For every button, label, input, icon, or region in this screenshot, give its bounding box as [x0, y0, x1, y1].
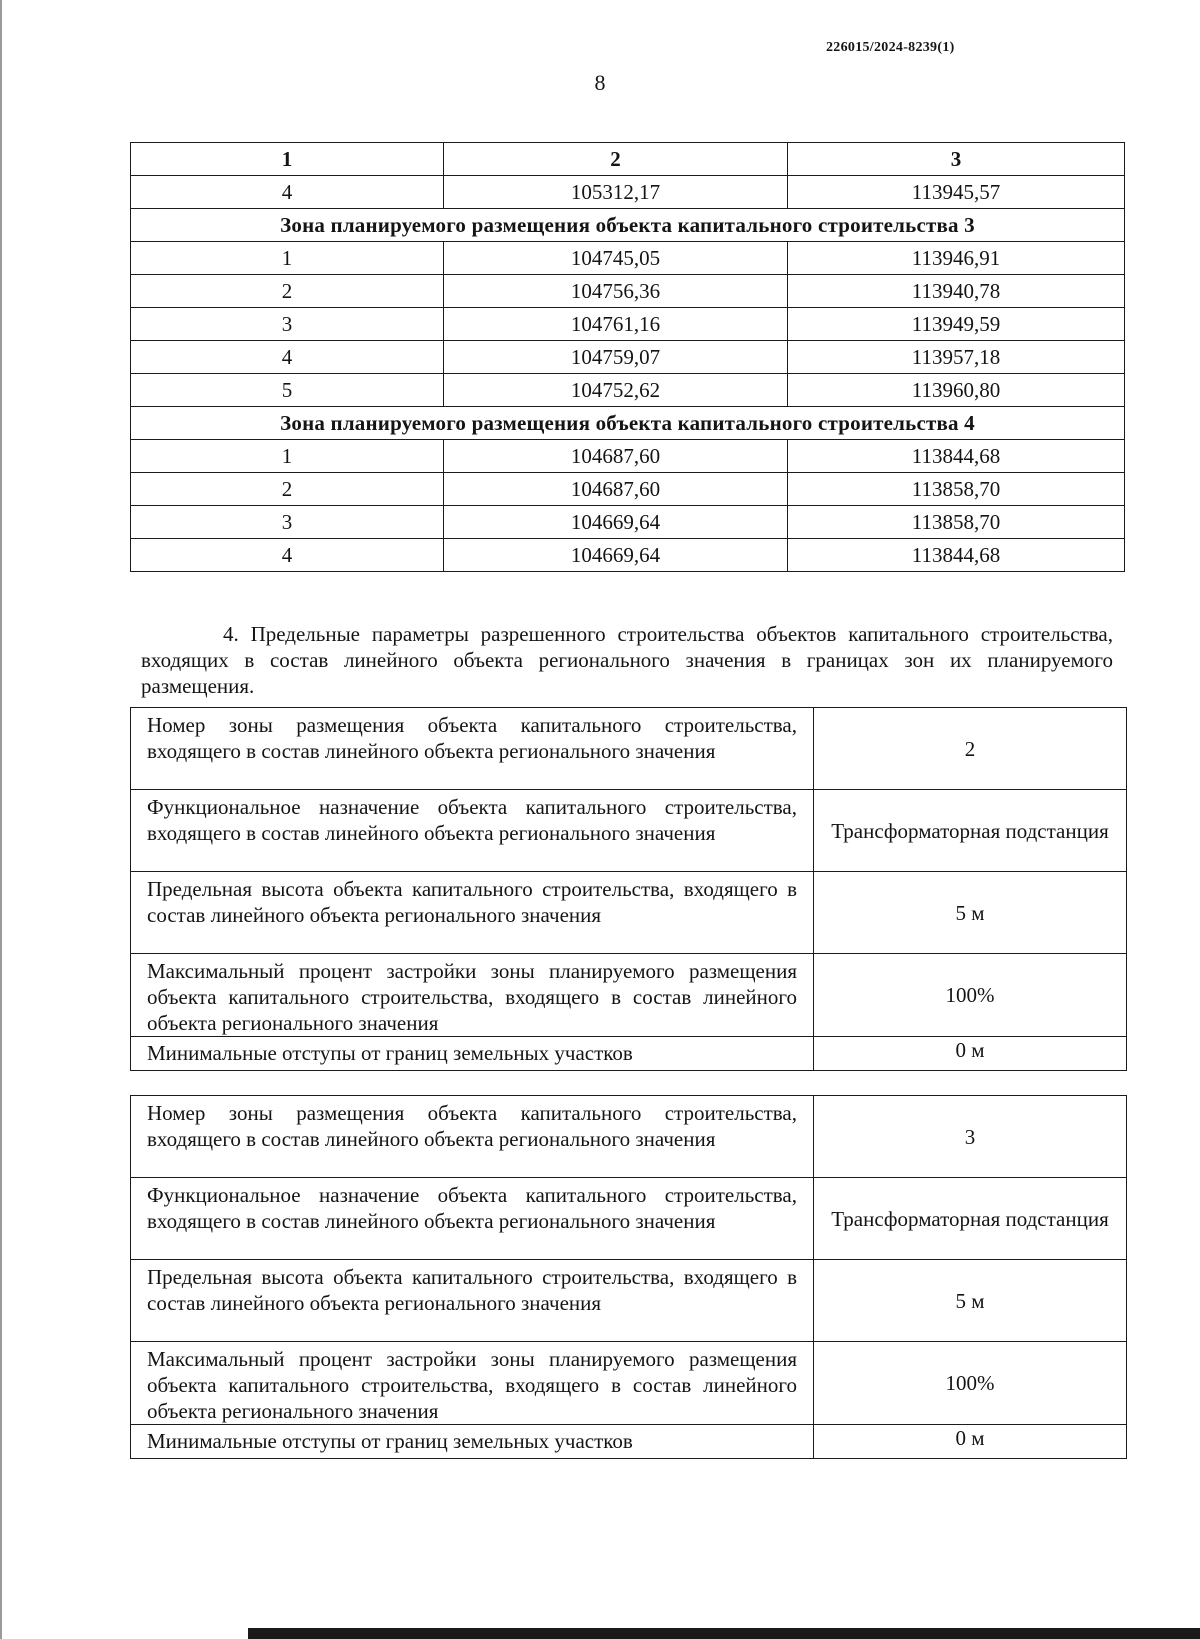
- table-row: [131, 176, 1125, 209]
- parameter-value: 2: [814, 708, 1127, 790]
- table-row: [131, 242, 1125, 275]
- coordinate-x: 104687,60: [444, 473, 788, 506]
- point-number: 1: [131, 242, 444, 275]
- parameter-value: 100%: [814, 954, 1127, 1037]
- parameter-row-min-setback: [131, 1425, 1127, 1459]
- parameter-value: 5 м: [814, 1260, 1127, 1342]
- point-number: 5: [131, 374, 444, 407]
- parameter-row-max-height: [131, 872, 1127, 954]
- table-row: [131, 473, 1125, 506]
- coordinate-y: 113945,57: [788, 176, 1125, 209]
- coordinate-y: 113949,59: [788, 308, 1125, 341]
- parameter-label: Предельная высота объекта капитального строительства, входящего в состав линейного объекта регионального значения: [131, 1260, 814, 1342]
- zone-title: Зона планируемого размещения объекта капитального строительства 4: [131, 407, 1125, 440]
- column-header-point: 1: [131, 143, 444, 176]
- coordinates-table: [130, 142, 1125, 572]
- coordinate-y: 113960,80: [788, 374, 1125, 407]
- scan-edge-bottom: [248, 1628, 1200, 1639]
- section-paragraph: 4. Предельные параметры разрешенного строительства объектов капитального строительства, входящих в состав линейного объекта регионального значения в границах зон их планируемого размещения.: [141, 622, 1113, 698]
- coordinate-y: 113844,68: [788, 539, 1125, 572]
- table-row: [131, 440, 1125, 473]
- coordinate-y: 113946,91: [788, 242, 1125, 275]
- parameter-row-zone-number: [131, 1096, 1127, 1178]
- parameter-row-function: [131, 790, 1127, 872]
- parameter-row-build-percent: [131, 1342, 1127, 1425]
- parameter-label: Максимальный процент застройки зоны планируемого размещения объекта капитального строительства, входящего в состав линейного объекта регионального значения: [131, 1342, 814, 1425]
- table-row: [131, 341, 1125, 374]
- zone-title: Зона планируемого размещения объекта капитального строительства 3: [131, 209, 1125, 242]
- page-number: 8: [594, 70, 606, 95]
- column-header-y: 3: [788, 143, 1125, 176]
- parameter-value: 5 м: [814, 872, 1127, 954]
- coordinate-x: 104745,05: [444, 242, 788, 275]
- parameter-row-min-setback: [131, 1037, 1127, 1071]
- coordinate-y: 113858,70: [788, 506, 1125, 539]
- parameter-value: 3: [814, 1096, 1127, 1178]
- table-row: [131, 539, 1125, 572]
- zone-title-row: [131, 407, 1125, 440]
- coordinate-x: 104752,62: [444, 374, 788, 407]
- point-number: 2: [131, 473, 444, 506]
- zone-title-row: [131, 209, 1125, 242]
- parameter-value: 0 м: [814, 1425, 1127, 1459]
- parameter-label: Минимальные отступы от границ земельных участков: [131, 1425, 814, 1459]
- parameter-label: Номер зоны размещения объекта капитального строительства, входящего в состав линейного объекта регионального значения: [131, 1096, 814, 1178]
- table-row: [131, 275, 1125, 308]
- parameter-label: Номер зоны размещения объекта капитального строительства, входящего в состав линейного объекта регионального значения: [131, 708, 814, 790]
- coordinate-x: 104669,64: [444, 506, 788, 539]
- coordinate-y: 113858,70: [788, 473, 1125, 506]
- parameter-table-zone-3: [130, 1095, 1127, 1459]
- coordinate-y: 113844,68: [788, 440, 1125, 473]
- parameter-value: 0 м: [814, 1037, 1127, 1071]
- document-id: 226015/2024-8239(1): [826, 40, 955, 55]
- point-number: 4: [131, 539, 444, 572]
- coordinate-x: 104759,07: [444, 341, 788, 374]
- parameter-value: Трансформаторная подстанция: [814, 790, 1127, 872]
- point-number: 1: [131, 440, 444, 473]
- table-header-row: [131, 143, 1125, 176]
- parameter-value: 100%: [814, 1342, 1127, 1425]
- point-number: 4: [131, 341, 444, 374]
- parameter-value: Трансформаторная подстанция: [814, 1178, 1127, 1260]
- coordinate-x: 104669,64: [444, 539, 788, 572]
- parameter-label: Функциональное назначение объекта капитального строительства, входящего в состав линейного объекта регионального значения: [131, 1178, 814, 1260]
- point-number: 3: [131, 506, 444, 539]
- table-row: [131, 374, 1125, 407]
- scan-edge-left: [0, 0, 2, 1639]
- parameter-row-zone-number: [131, 708, 1127, 790]
- parameter-row-max-height: [131, 1260, 1127, 1342]
- parameter-label: Минимальные отступы от границ земельных участков: [131, 1037, 814, 1071]
- point-number: 3: [131, 308, 444, 341]
- parameter-row-function: [131, 1178, 1127, 1260]
- coordinate-x: 105312,17: [444, 176, 788, 209]
- coordinates-table-body: [131, 143, 1125, 572]
- coordinate-y: 113940,78: [788, 275, 1125, 308]
- point-number: 2: [131, 275, 444, 308]
- parameter-label: Функциональное назначение объекта капитального строительства, входящего в состав линейного объекта регионального значения: [131, 790, 814, 872]
- point-number: 4: [131, 176, 444, 209]
- parameter-label: Предельная высота объекта капитального строительства, входящего в состав линейного объекта регионального значения: [131, 872, 814, 954]
- table-row: [131, 506, 1125, 539]
- coordinate-x: 104687,60: [444, 440, 788, 473]
- coordinate-x: 104761,16: [444, 308, 788, 341]
- parameter-row-build-percent: [131, 954, 1127, 1037]
- parameter-table-zone-2: [130, 707, 1127, 1071]
- parameter-label: Максимальный процент застройки зоны планируемого размещения объекта капитального строительства, входящего в состав линейного объекта регионального значения: [131, 954, 814, 1037]
- coordinate-y: 113957,18: [788, 341, 1125, 374]
- coordinate-x: 104756,36: [444, 275, 788, 308]
- table-row: [131, 308, 1125, 341]
- column-header-x: 2: [444, 143, 788, 176]
